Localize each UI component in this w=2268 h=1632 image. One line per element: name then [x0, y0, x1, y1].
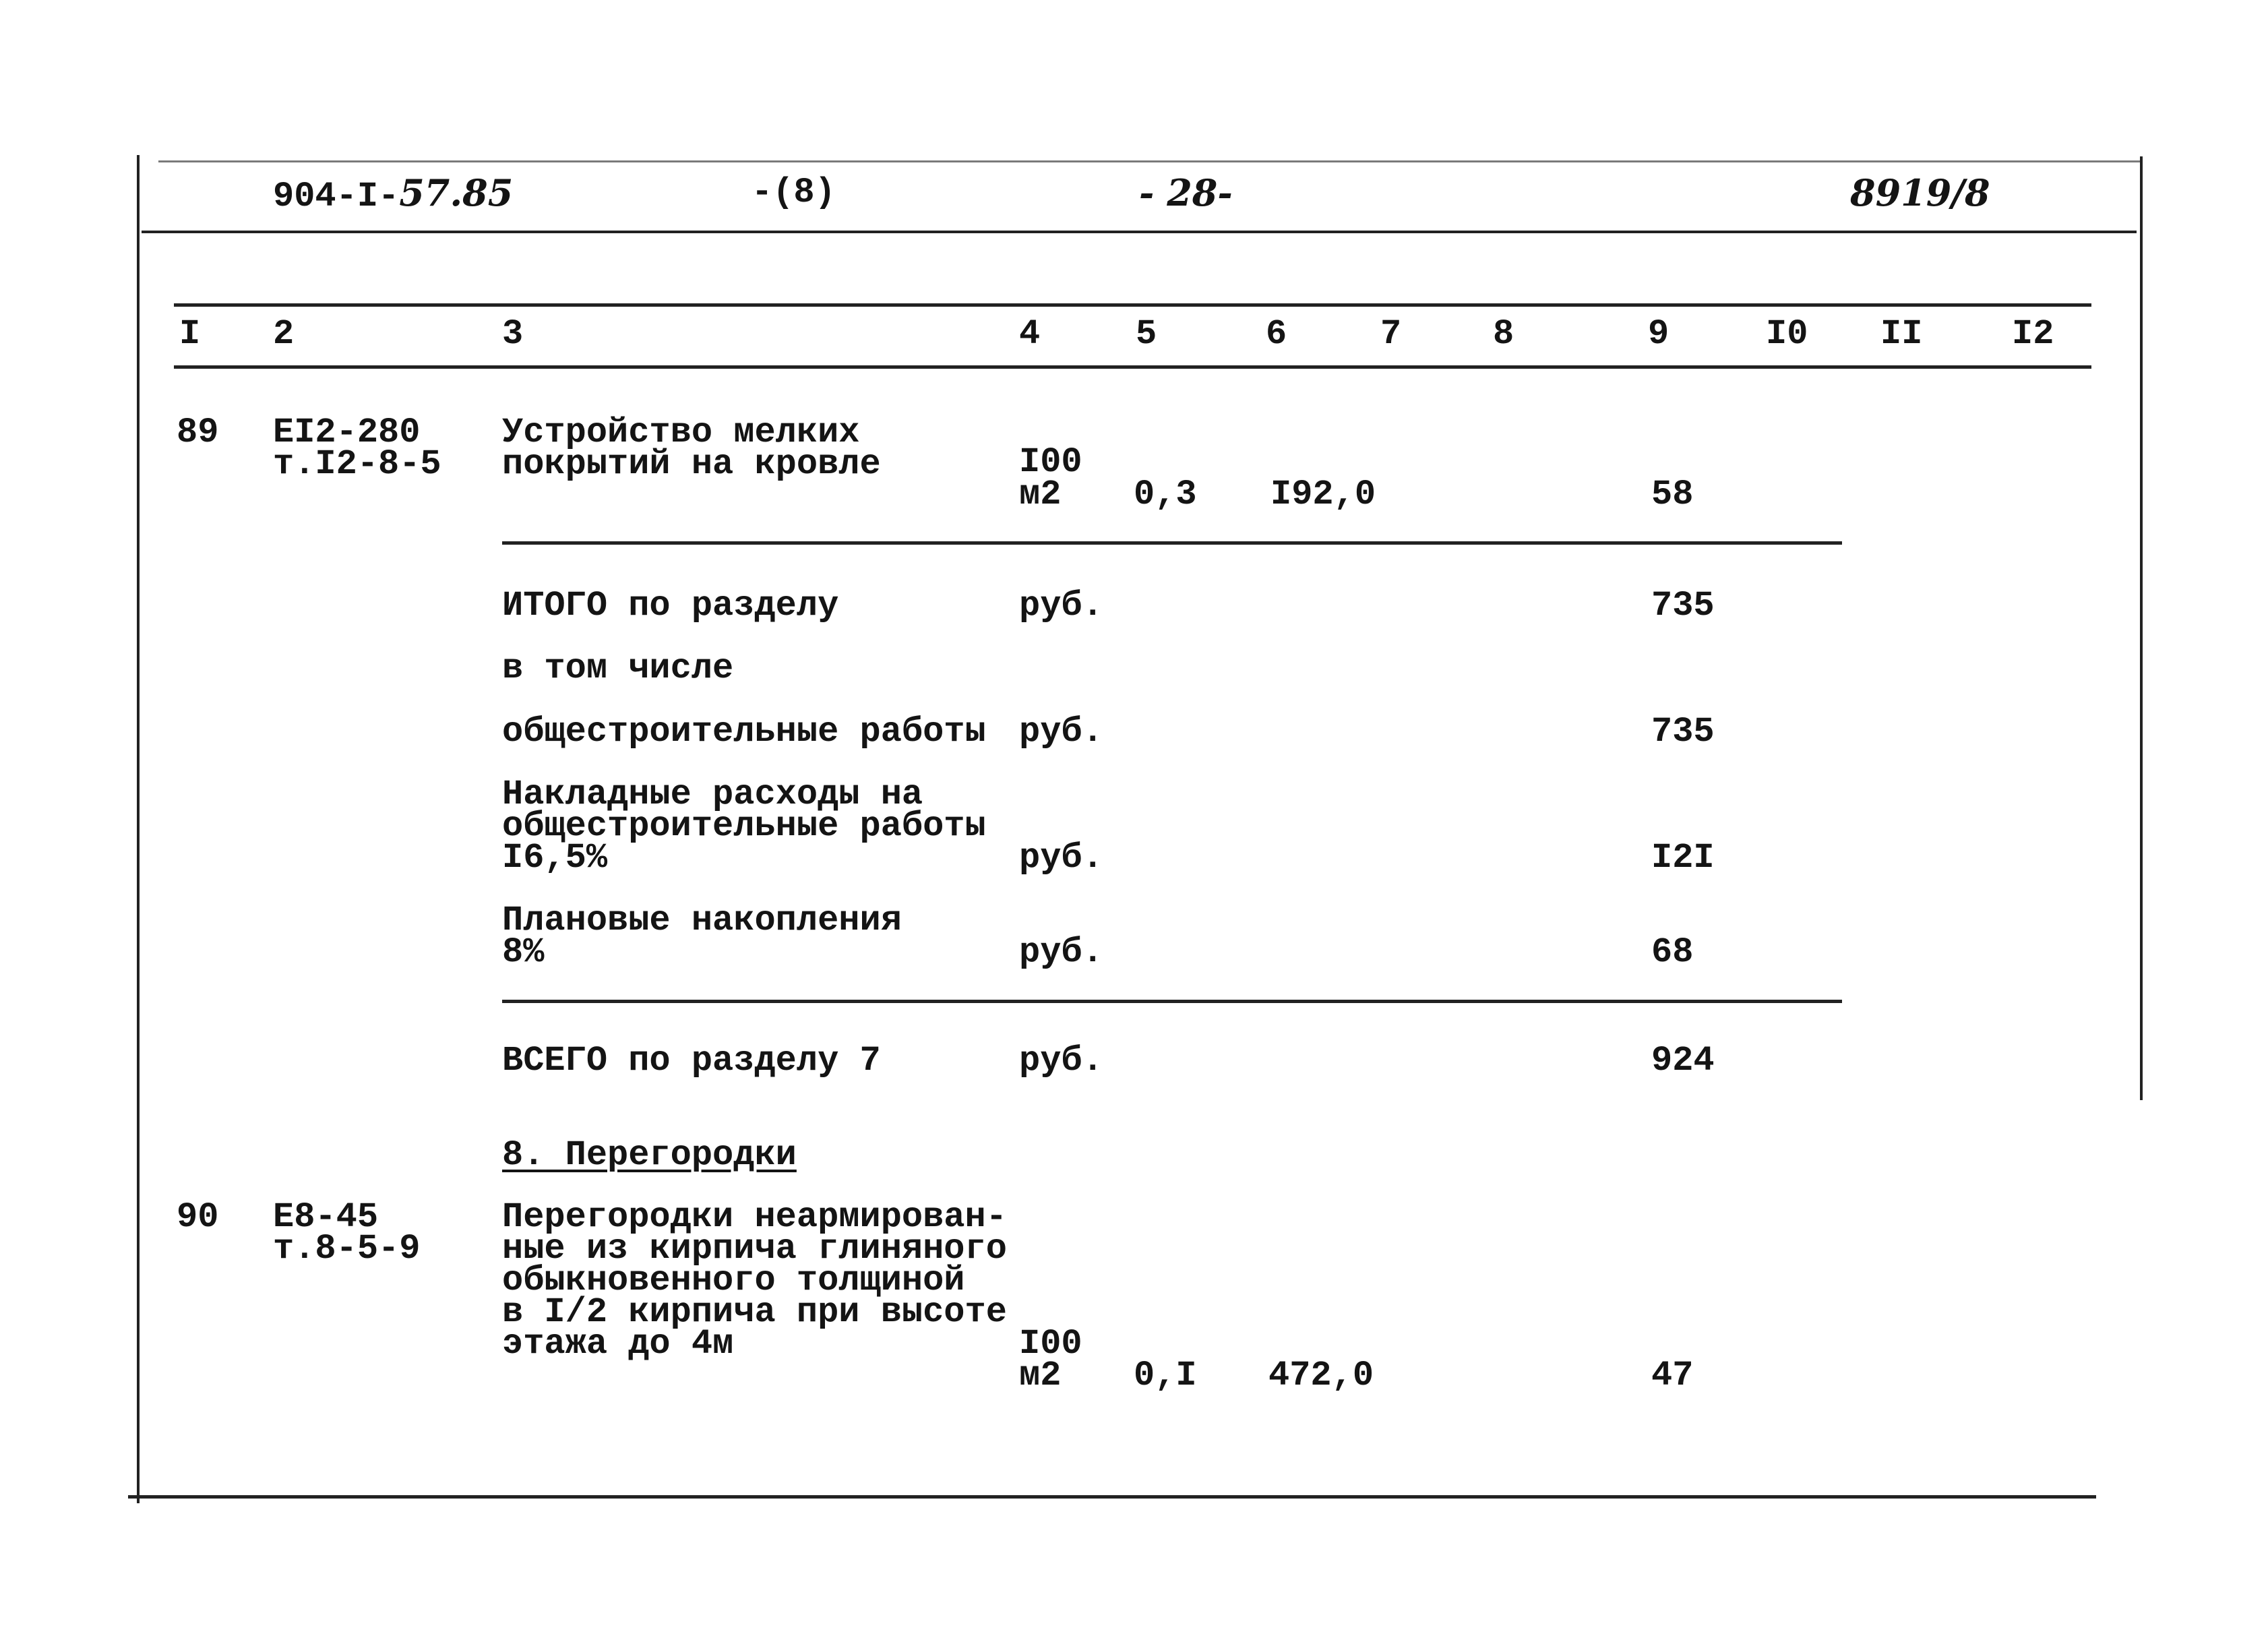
row-90-unit-2: м2: [1019, 1356, 1062, 1395]
row-90-total: 47: [1651, 1356, 1694, 1395]
itogo-unit: руб.: [1019, 586, 1103, 626]
row-89-qty: 0,3: [1134, 475, 1197, 514]
doc-code-handwritten: 57.85: [399, 171, 514, 214]
row-89-unit-2: м2: [1019, 475, 1062, 514]
vsego-total: 924: [1651, 1041, 1715, 1081]
row-90-code-2: т.8-5-9: [273, 1229, 421, 1269]
sheet-ref: -(8): [752, 173, 836, 212]
doc-code-printed: 904-I-: [273, 177, 400, 216]
subtotal-rule-2: [502, 1000, 1842, 1003]
vsego-unit: руб.: [1019, 1041, 1103, 1081]
section-8-title: 8. Перегородки: [502, 1135, 797, 1175]
row-90-code-1: Е8-45: [273, 1197, 379, 1237]
col-header-5: 5: [1136, 314, 1157, 354]
itogo-total: 735: [1651, 586, 1715, 626]
vsego-label: ВСЕГО по разделу 7: [502, 1041, 881, 1081]
bottom-rule: [128, 1495, 2096, 1499]
col-header-7: 7: [1380, 314, 1402, 354]
obsh-label: общестроительные работы: [502, 712, 986, 752]
row-90-desc-4: в I/2 кирпича при высоте: [502, 1292, 1007, 1332]
plan-line-1: Плановые накопления: [502, 901, 902, 940]
nakl-line-2: общестроительные работы: [502, 806, 986, 846]
row-89-code-2: т.I2-8-5: [273, 444, 441, 484]
table-header-bottom-rule: [174, 365, 2091, 369]
row-90-price: 472,0: [1268, 1356, 1374, 1395]
row-90-desc-3: обыкновенного толщиной: [502, 1261, 965, 1300]
row-90-qty: 0,I: [1134, 1356, 1197, 1395]
col-header-4: 4: [1019, 314, 1041, 354]
col-header-2: 2: [273, 314, 295, 354]
col-header-9: 9: [1648, 314, 1669, 354]
row-89-price: I92,0: [1270, 475, 1376, 514]
header-rule-top: [158, 160, 2140, 162]
col-header-3: 3: [502, 314, 524, 354]
header-rule: [142, 231, 2137, 233]
row-90-unit-1: I00: [1019, 1324, 1082, 1364]
row-89-number: 89: [177, 413, 219, 452]
plan-unit: руб.: [1019, 932, 1103, 972]
row-90-desc-2: ные из кирпича глиняного: [502, 1229, 1007, 1269]
left-border: [137, 155, 140, 1503]
vtom-label: в том числе: [502, 648, 734, 688]
right-border: [2140, 156, 2143, 1100]
itogo-label: ИТОГО по разделу: [502, 586, 839, 626]
table-header-top-rule: [174, 303, 2091, 307]
subtotal-rule-1: [502, 541, 1842, 545]
col-header-6: 6: [1266, 314, 1287, 354]
row-90-number: 90: [177, 1197, 219, 1237]
col-header-8: 8: [1493, 314, 1514, 354]
row-89-unit-1: I00: [1019, 442, 1082, 482]
plan-line-2: 8%: [502, 932, 545, 972]
nakl-total: I2I: [1651, 838, 1715, 878]
col-header-12: I2: [2012, 314, 2054, 354]
archive-number: 8919/8: [1850, 171, 1990, 214]
row-89-desc-2: покрытий на кровле: [502, 444, 881, 484]
doc-code: [273, 171, 514, 216]
row-89-code-1: EI2-280: [273, 413, 421, 452]
col-header-10: I0: [1766, 314, 1808, 354]
row-90-desc-5: этажа до 4м: [502, 1324, 734, 1364]
plan-total: 68: [1651, 932, 1694, 972]
obsh-total: 735: [1651, 712, 1715, 752]
nakl-unit: руб.: [1019, 838, 1103, 878]
row-89-total: 58: [1651, 475, 1694, 514]
row-90-desc-1: Перегородки неармирован-: [502, 1197, 1007, 1237]
row-89-desc-1: Устройство мелких: [502, 413, 860, 452]
nakl-line-1: Накладные расходы на: [502, 775, 923, 814]
page-number: - 28-: [1139, 171, 1233, 214]
col-header-11: II: [1880, 314, 1923, 354]
col-header-1: I: [179, 314, 201, 354]
nakl-line-3: I6,5%: [502, 838, 608, 878]
obsh-unit: руб.: [1019, 712, 1103, 752]
